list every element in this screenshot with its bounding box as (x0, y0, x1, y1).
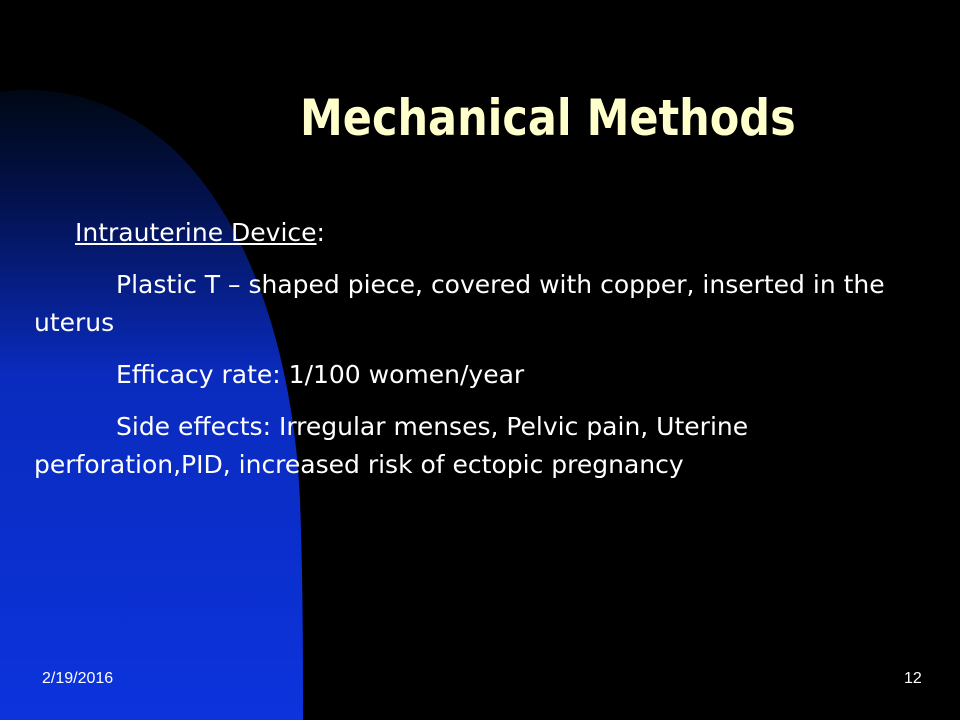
heading-colon: : (316, 218, 325, 247)
paragraph-side-effects: Side effects: Irregular menses, Pelvic pain, Uterine perforation,PID, increased risk of ectopic pregnancy (34, 412, 749, 479)
footer-page-number: 12 (904, 670, 922, 687)
slide-body (34, 214, 914, 498)
slide-title: Mechanical Methods (300, 89, 796, 147)
section-heading (34, 214, 914, 252)
heading-label: Intrauterine Device (75, 218, 317, 247)
paragraph-efficacy: Efficacy rate: 1/100 women/year (116, 360, 525, 389)
paragraph-description: Plastic T – shaped piece, covered with copper, inserted in the uterus (34, 270, 885, 337)
footer-date: 2/19/2016 (42, 670, 114, 687)
